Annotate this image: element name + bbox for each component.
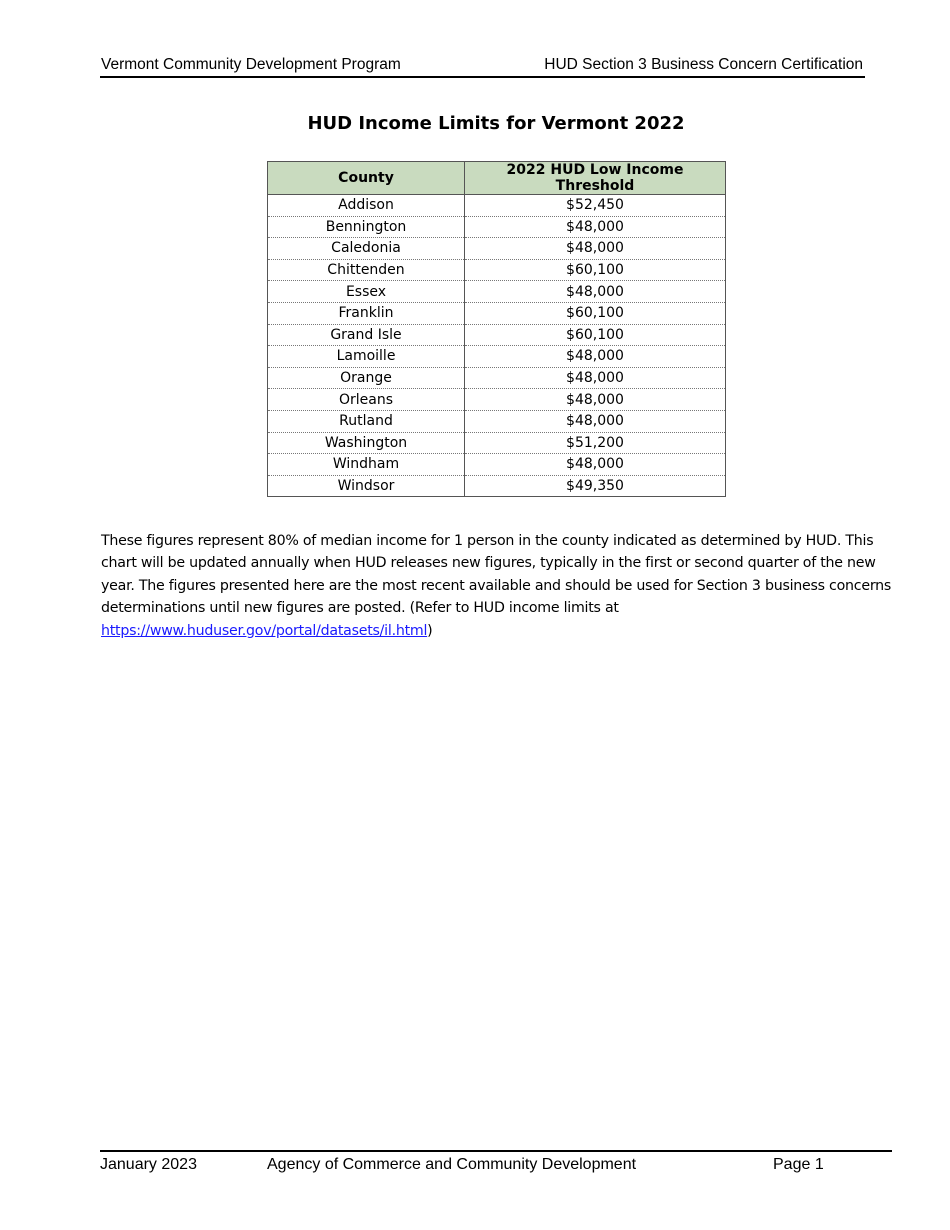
threshold-cell: $48,000 bbox=[465, 389, 726, 411]
threshold-cell: $49,350 bbox=[465, 475, 726, 497]
table-row bbox=[268, 454, 726, 476]
county-cell: Grand Isle bbox=[268, 324, 465, 346]
county-cell: Windsor bbox=[268, 475, 465, 497]
table-row bbox=[268, 410, 726, 432]
county-cell: Washington bbox=[268, 432, 465, 454]
threshold-cell: $60,100 bbox=[465, 259, 726, 281]
table-row bbox=[268, 216, 726, 238]
threshold-cell: $51,200 bbox=[465, 432, 726, 454]
column-header-county: County bbox=[268, 162, 465, 195]
threshold-cell: $48,000 bbox=[465, 367, 726, 389]
county-cell: Orleans bbox=[268, 389, 465, 411]
column-header-threshold: 2022 HUD Low Income Threshold bbox=[465, 162, 726, 195]
table-row bbox=[268, 389, 726, 411]
county-cell: Addison bbox=[268, 195, 465, 217]
income-limits-table bbox=[267, 161, 726, 497]
explanation-text: These figures represent 80% of median income for 1 person in the county indicated as determined by HUD. This chart will be updated annually when HUD releases new figures, typically in the first or second quarter of the new year. The figures presented here are the most recent available and should be used for Section 3 business concerns determinations until new figures are posted. (Refer to HUD income limits at bbox=[101, 533, 892, 617]
county-cell: Windham bbox=[268, 454, 465, 476]
county-cell: Essex bbox=[268, 281, 465, 303]
table-row bbox=[268, 432, 726, 454]
table-row bbox=[268, 281, 726, 303]
table-header-row bbox=[268, 162, 726, 195]
threshold-cell: $60,100 bbox=[465, 302, 726, 324]
page-number: Page 1 bbox=[773, 1156, 824, 1173]
threshold-cell: $48,000 bbox=[465, 238, 726, 260]
threshold-cell: $52,450 bbox=[465, 195, 726, 217]
county-cell: Bennington bbox=[268, 216, 465, 238]
page-footer bbox=[100, 1150, 892, 1173]
explanation-paragraph bbox=[101, 530, 901, 642]
table-row bbox=[268, 346, 726, 368]
table-row bbox=[268, 259, 726, 281]
table-row bbox=[268, 238, 726, 260]
county-cell: Chittenden bbox=[268, 259, 465, 281]
header-program-name: Vermont Community Development Program bbox=[101, 56, 401, 73]
header-document-title: HUD Section 3 Business Concern Certification bbox=[544, 56, 863, 73]
footer-agency: Agency of Commerce and Community Development bbox=[267, 1156, 637, 1173]
threshold-cell: $60,100 bbox=[465, 324, 726, 346]
table-row bbox=[268, 324, 726, 346]
threshold-cell: $48,000 bbox=[465, 281, 726, 303]
threshold-cell: $48,000 bbox=[465, 454, 726, 476]
table-row bbox=[268, 302, 726, 324]
county-cell: Caledonia bbox=[268, 238, 465, 260]
table-row bbox=[268, 367, 726, 389]
county-cell: Lamoille bbox=[268, 346, 465, 368]
county-cell: Franklin bbox=[268, 302, 465, 324]
threshold-cell: $48,000 bbox=[465, 346, 726, 368]
county-cell: Rutland bbox=[268, 410, 465, 432]
footer-date: January 2023 bbox=[100, 1156, 197, 1173]
table-row bbox=[268, 195, 726, 217]
county-cell: Orange bbox=[268, 367, 465, 389]
threshold-cell: $48,000 bbox=[465, 410, 726, 432]
threshold-cell: $48,000 bbox=[465, 216, 726, 238]
closing-paren: ) bbox=[427, 622, 433, 639]
page-header bbox=[100, 54, 865, 78]
page-title: HUD Income Limits for Vermont 2022 bbox=[307, 113, 685, 134]
hud-income-limits-link[interactable]: https://www.huduser.gov/portal/datasets/il.html bbox=[101, 622, 428, 639]
table-row bbox=[268, 475, 726, 497]
